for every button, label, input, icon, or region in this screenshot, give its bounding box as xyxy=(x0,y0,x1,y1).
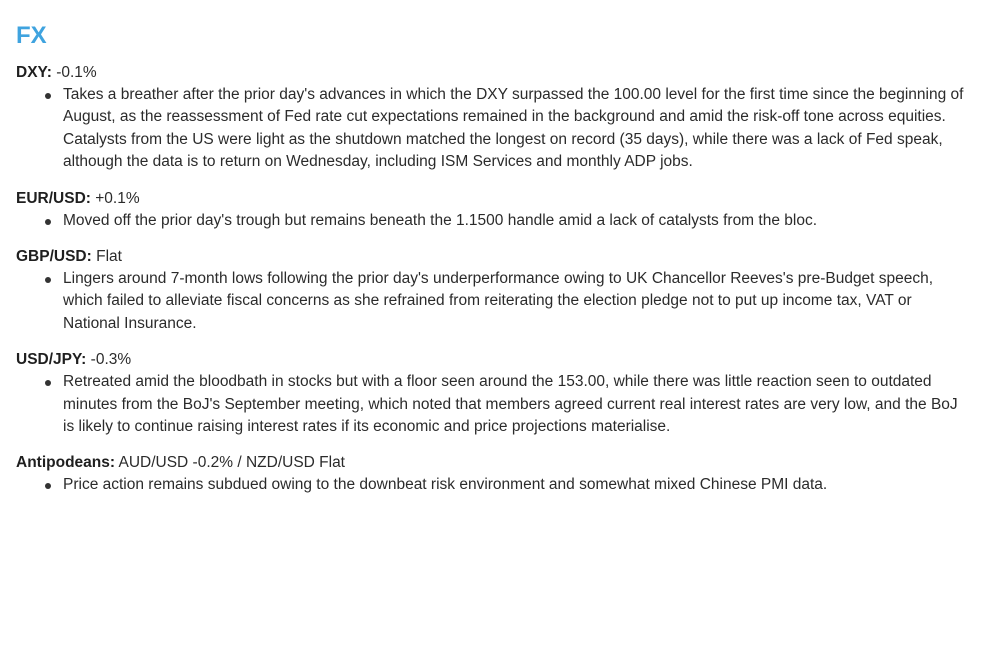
pair-name: USD/JPY: xyxy=(16,351,87,369)
pair-block-gbpusd xyxy=(16,246,984,335)
bullet-dot-icon xyxy=(45,219,51,225)
bullet-list xyxy=(16,474,984,496)
bullet-item xyxy=(16,371,984,438)
pair-heading xyxy=(16,349,984,371)
bullet-text: Price action remains subdued owing to the downbeat risk environment and somewhat mixed Chinese PMI data. xyxy=(63,476,828,494)
bullet-dot-icon xyxy=(45,277,51,283)
pair-change: AUD/USD -0.2% / NZD/USD Flat xyxy=(118,454,345,472)
pair-block-eurusd xyxy=(16,188,984,232)
pair-change: Flat xyxy=(96,248,122,266)
pair-heading xyxy=(16,452,984,474)
pair-name: GBP/USD: xyxy=(16,248,92,266)
bullet-list xyxy=(16,84,984,174)
pair-change: -0.3% xyxy=(90,351,132,369)
pair-block-antipodeans xyxy=(16,452,984,496)
section-title: FX xyxy=(16,22,47,49)
pair-heading xyxy=(16,62,984,84)
pair-heading xyxy=(16,246,984,268)
pair-change: -0.1% xyxy=(56,64,97,81)
pair-block-usdjpy xyxy=(16,349,984,438)
bullet-dot-icon xyxy=(45,93,51,99)
bullet-list xyxy=(16,210,984,232)
bullet-item xyxy=(16,268,984,335)
bullet-item xyxy=(16,84,984,174)
pair-block-dxy xyxy=(16,62,984,174)
bullet-text: Takes a breather after the prior day's advances in which the DXY surpassed the 100.00 level for the first time since the beginning of August, as the reassessment of Fed rate cut expectations remained in the background and amid the risk-off tone across equities. Catalysts from the US were light as the shutdown matched the longest on record (35 days), while there was a lack of Fed speak, although the data is to return on Wednesday, including ISM Services and monthly ADP jobs. xyxy=(63,86,964,171)
bullet-text: Moved off the prior day's trough but remains beneath the 1.1500 handle amid a lack of catalysts from the bloc. xyxy=(63,211,817,229)
pair-change: +0.1% xyxy=(95,189,140,207)
bullet-dot-icon xyxy=(45,483,51,489)
pair-name: DXY: xyxy=(16,64,52,81)
bullet-dot-icon xyxy=(45,380,51,386)
pair-heading xyxy=(16,188,984,210)
bullet-item xyxy=(16,210,984,232)
bullet-list xyxy=(16,371,984,438)
pair-name: EUR/USD: xyxy=(16,189,91,207)
bullet-text: Lingers around 7-month lows following the prior day's underperformance owing to UK Chancellor Reeves's pre-Budget speech, which failed to alleviate fiscal concerns as she refrained from reiterating the election pledge not to put up income tax, VAT or National Insurance. xyxy=(63,270,934,332)
bullet-item xyxy=(16,474,984,496)
bullet-list xyxy=(16,268,984,335)
pair-name: Antipodeans: xyxy=(16,454,116,472)
bullet-text: Retreated amid the bloodbath in stocks but with a floor seen around the 153.00, while there was little reaction seen to outdated minutes from the BoJ's September meeting, which noted that members agreed current real interest rates are very low, and the BoJ is likely to continue raising interest rates if its economic and price projections materialise. xyxy=(63,373,958,436)
